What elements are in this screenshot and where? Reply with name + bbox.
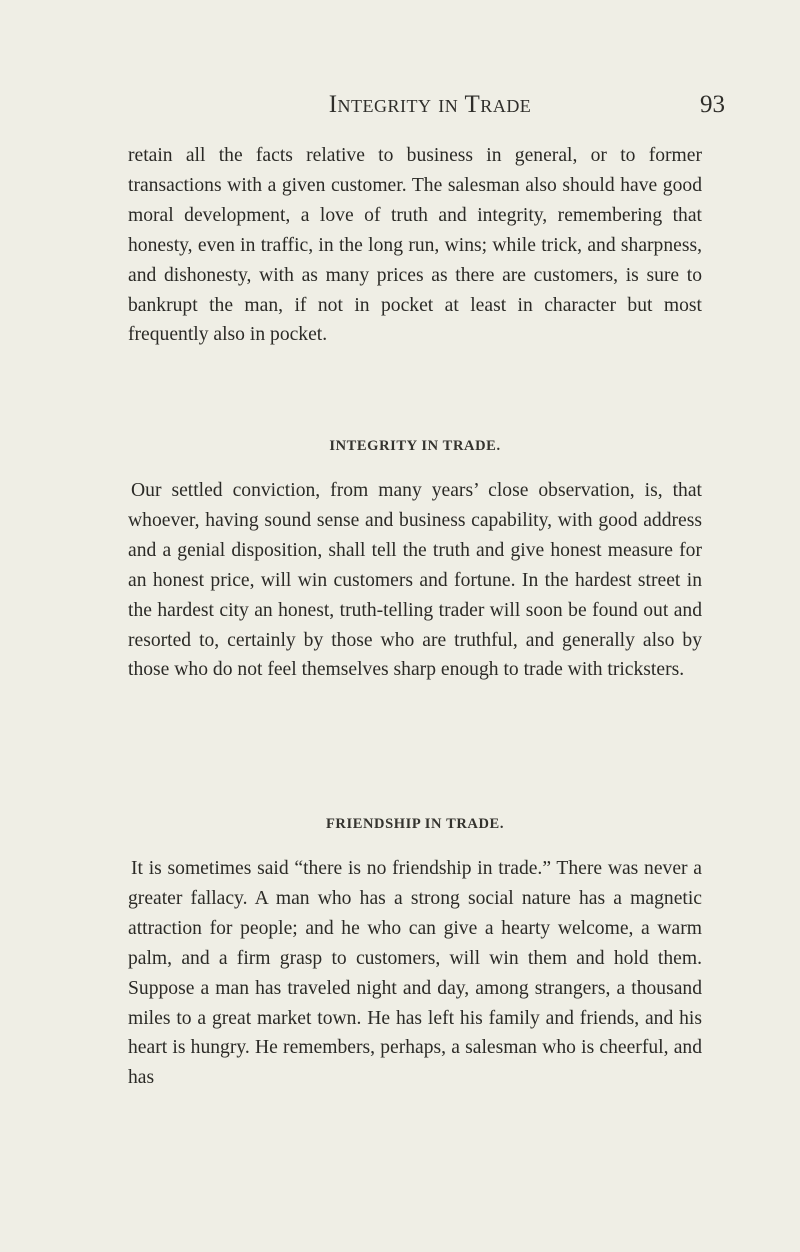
paragraph-continuation: retain all the facts relative to business in general, or to former transactions with a given customer. The salesman also should have good moral development, a love of truth and integrity, remembering that honesty, even in traffic, in the long run, wins; while trick, and sharpness, and dishonesty, with as many prices as there are customers, is sure to bankrupt the man, if not in pocket at least in character but most frequently also in pocket.	[128, 145, 702, 346]
running-head-title: Integrity in Trade	[328, 91, 532, 118]
section-heading-integrity: INTEGRITY IN TRADE.	[329, 438, 501, 454]
section-heading-friendship: FRIENDSHIP IN TRADE.	[325, 816, 505, 832]
paragraph-integrity: Our settled conviction, from many years’ close observation, is, that whoever, having sound sense and business capability, with good address and a genial disposition, shall tell the truth and give honest measure for an honest price, will win customers and fortune. In the hardest street in the hardest city an honest, truth-telling trader will soon be found out and resorted to, certainly by those who are truthful, and generally also by those who do not feel themselves sharp enough to trade with tricksters.	[128, 480, 702, 681]
paragraph-friendship: It is sometimes said “there is no friendship in trade.” There was never a greater fallacy. A man who has a strong social nature has a magnetic attraction for people; and he who can give a hearty welcome, a warm palm, and a firm grasp to customers, will win them and hold them. Suppose a man has traveled night and day, among strangers, a thousand miles to a great market town. He has left his family and friends, and his heart is hungry. He remembers, perhaps, a salesman who is cheerful, and has	[128, 858, 702, 1089]
page-number: 93	[700, 91, 725, 118]
